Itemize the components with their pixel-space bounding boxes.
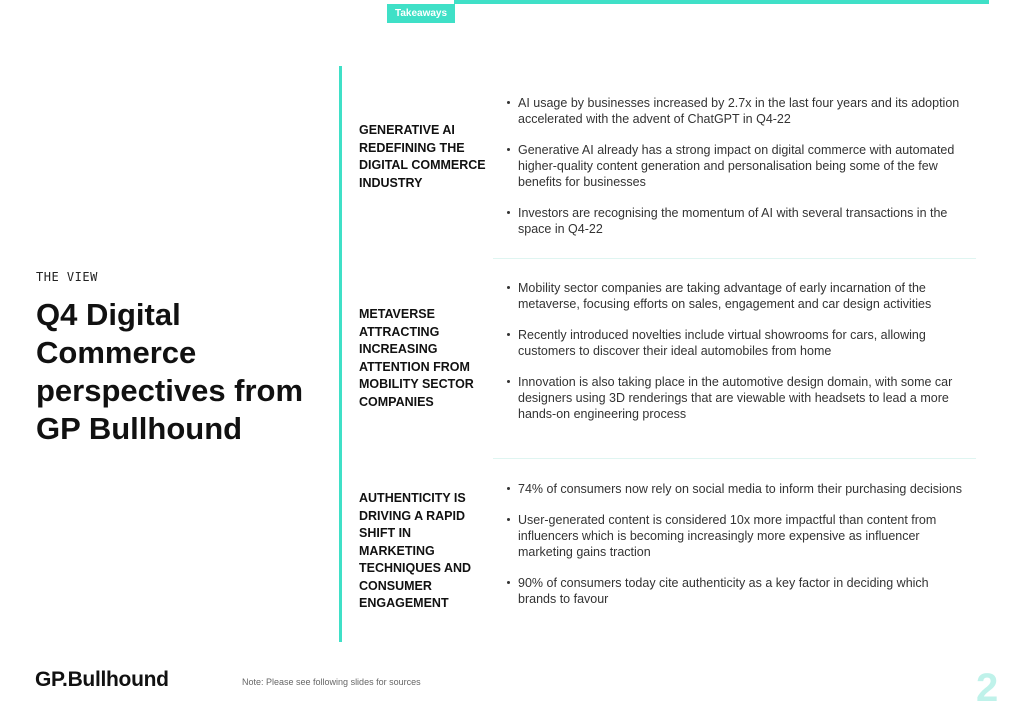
section-heading: METAVERSE ATTRACTING INCREASING ATTENTION FROM MOBILITY SECTOR COMPANIES — [359, 307, 474, 409]
page-number: 2 — [976, 666, 999, 709]
bullet-item: User-generated content is considered 10x more impactful than content from influencers which is becoming increasingly more expensive as influencer marketing gains traction — [507, 512, 967, 560]
gp-bullhound-logo: GP.Bullhound — [35, 668, 169, 691]
section-authenticity — [359, 481, 979, 631]
header-accent-line — [454, 0, 989, 4]
section-separator — [493, 458, 976, 459]
bullet-item: 74% of consumers now rely on social media to inform their purchasing decisions — [507, 481, 967, 497]
bullet-item: Innovation is also taking place in the automotive design domain, with some car designers using 3D renderings that are viewable with headsets to lead a more hands-on engineering process — [507, 374, 967, 422]
page-title: Q4 Digital Commerce perspectives from GP Bullhound — [36, 297, 304, 446]
section-heading: GENERATIVE AI REDEFINING THE DIGITAL COMMERCE INDUSTRY — [359, 123, 486, 190]
bullet-list — [507, 95, 967, 252]
bullet-list — [507, 280, 967, 437]
footer-note: Note: Please see following slides for sources — [242, 677, 421, 687]
vertical-divider — [339, 66, 342, 642]
section-metaverse — [359, 280, 979, 450]
section-separator — [493, 258, 976, 259]
bullet-item: 90% of consumers today cite authenticity as a key factor in deciding which brands to favour — [507, 575, 967, 607]
bullet-item: Mobility sector companies are taking advantage of early incarnation of the metaverse, focusing efforts on sales, engagement and car design activities — [507, 280, 967, 312]
eyebrow-label: THE VIEW — [36, 270, 98, 284]
bullet-item: Investors are recognising the momentum of AI with several transactions in the space in Q4-22 — [507, 205, 967, 237]
bullet-item: AI usage by businesses increased by 2.7x in the last four years and its adoption accelerated with the advent of ChatGPT in Q4-22 — [507, 95, 967, 127]
takeaways-tag: Takeaways — [387, 4, 455, 23]
section-generative-ai — [359, 95, 979, 245]
section-heading: AUTHENTICITY IS DRIVING A RAPID SHIFT IN MARKETING TECHNIQUES AND CONSUMER ENGAGEMENT — [359, 491, 472, 610]
bullet-item: Generative AI already has a strong impact on digital commerce with automated higher-quality content generation and personalisation being some of the few benefits for businesses — [507, 142, 967, 190]
bullet-item: Recently introduced novelties include virtual showrooms for cars, allowing customers to discover their ideal automobiles from home — [507, 327, 967, 359]
bullet-list — [507, 481, 967, 622]
